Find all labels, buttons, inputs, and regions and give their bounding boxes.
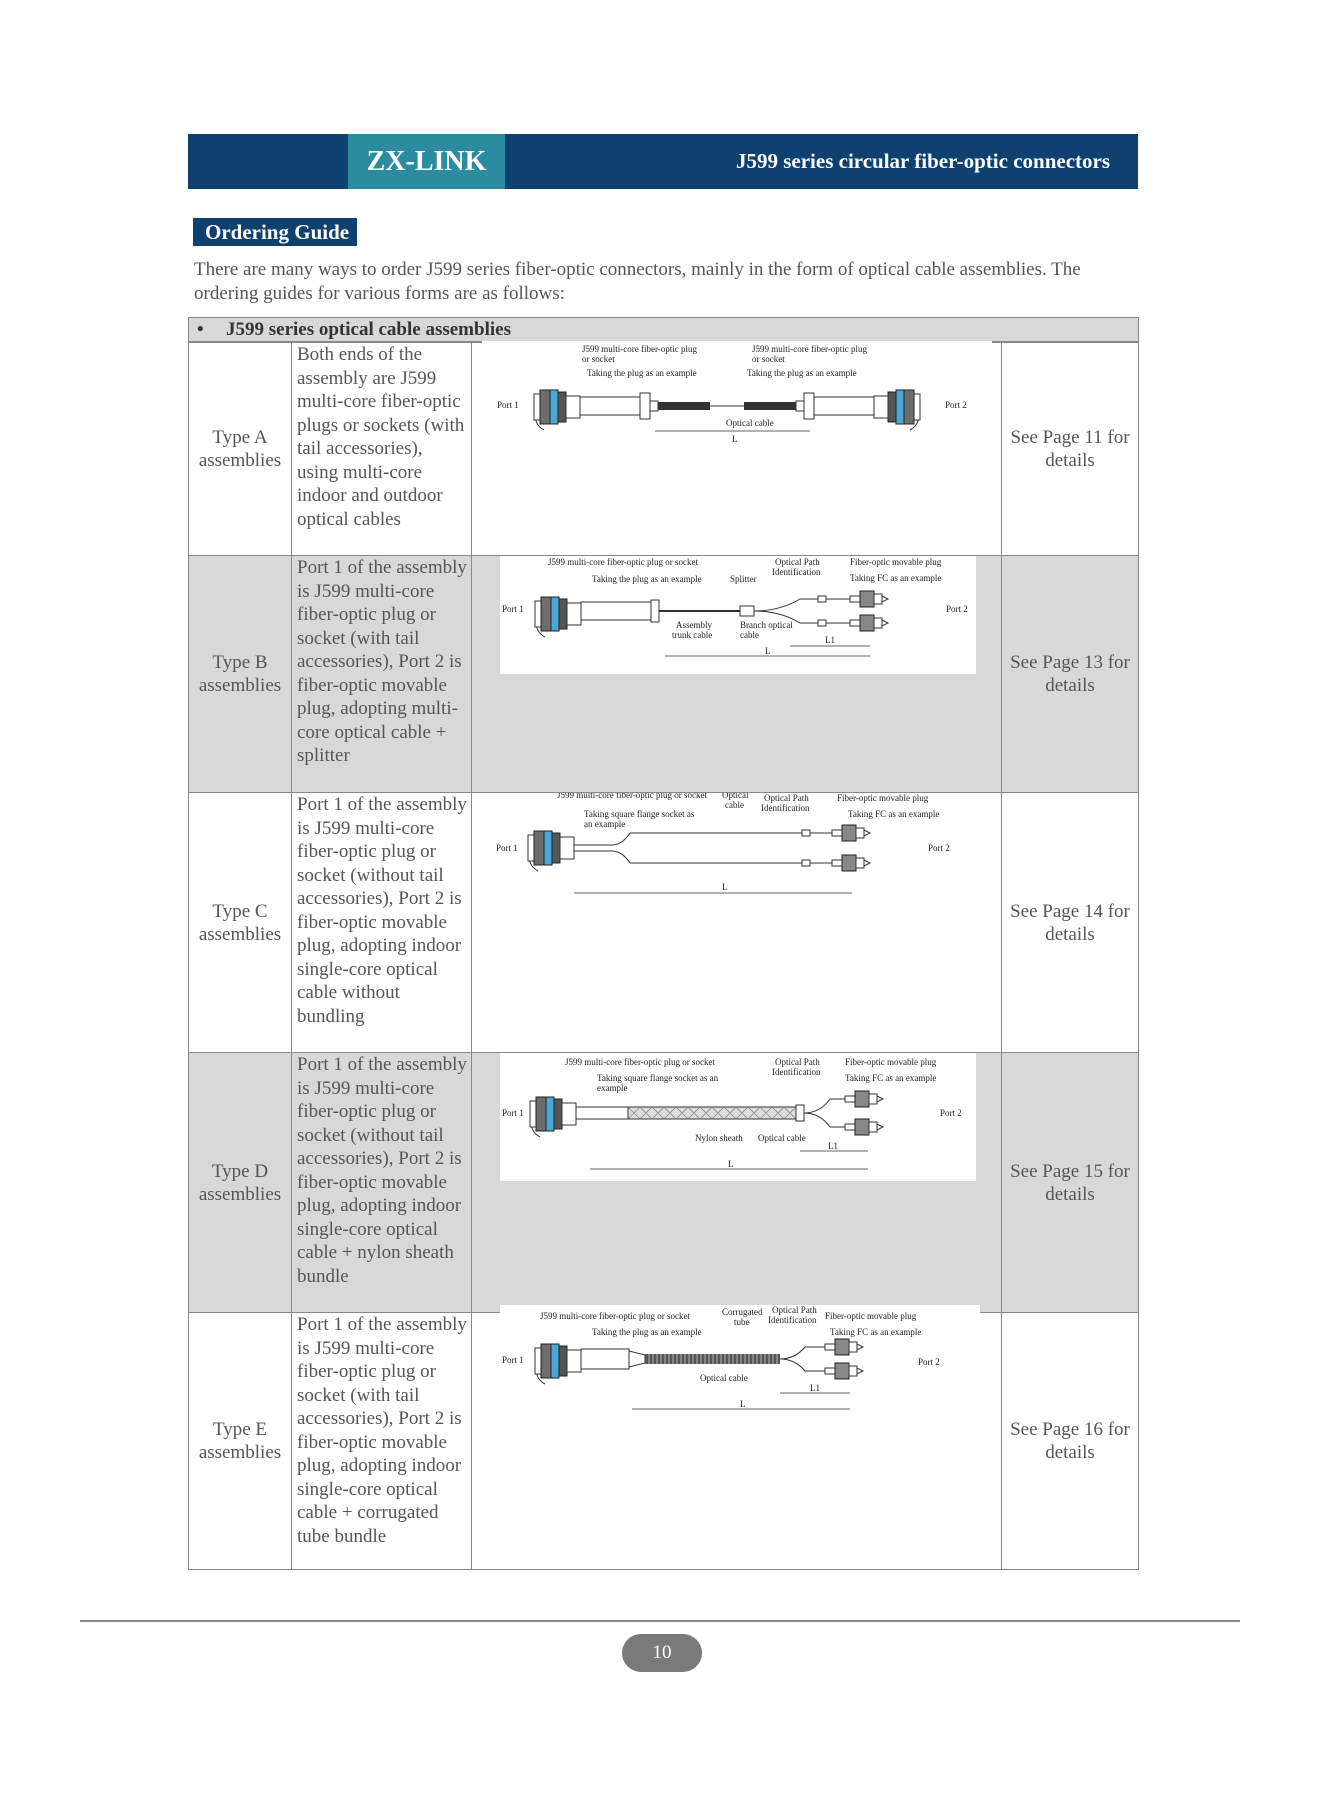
fc-plug-icon xyxy=(832,825,870,841)
brand-logo: ZX-LINK xyxy=(348,134,505,189)
type-b-diagram xyxy=(500,556,976,674)
diagram-label: Taking the plug as an example xyxy=(592,1327,702,1337)
diagram-label: Port 2 xyxy=(918,1357,940,1367)
diagram-label: example xyxy=(597,1083,628,1093)
type-a-description: Both ends of the assembly are J599 multi-core fiber-optic plugs or sockets (with tail accessories), using multi-core indoor and outdoor optical cables xyxy=(292,343,472,555)
diagram-label: Port 1 xyxy=(502,1108,524,1118)
diagram-label: Taking FC as an example xyxy=(848,809,940,819)
diagram-label: Taking the plug as an example xyxy=(592,574,702,584)
type-a-label: Type A assemblies xyxy=(189,343,292,555)
diagram-label: J599 multi-core fiber-optic plug or socket xyxy=(557,793,708,800)
diagram-label: J599 multi-core fiber-optic plug xyxy=(582,344,698,354)
diagram-label: Port 1 xyxy=(502,604,524,614)
diagram-label: L xyxy=(722,882,728,892)
diagram-label: L1 xyxy=(810,1383,820,1393)
diagram-label: L xyxy=(732,434,738,444)
diagram-label: Optical cable xyxy=(758,1133,806,1143)
fc-plug-icon xyxy=(850,615,888,631)
diagram-label: Identification xyxy=(772,1067,821,1077)
type-c-reference: See Page 14 for details xyxy=(1010,900,1130,945)
diagram-label: Port 2 xyxy=(945,400,967,410)
type-c-description: Port 1 of the assembly is J599 multi-core fiber-optic plug or socket (without tail accessories), Port 2 is fiber-optic movable plug, adopting indoor single-core optical cable without bundling xyxy=(292,793,472,1052)
footer-divider xyxy=(80,1620,1240,1622)
diagram-label: Taking FC as an example xyxy=(845,1073,937,1083)
type-c-diagram xyxy=(492,793,982,905)
diagram-label: Fiber-optic movable plug xyxy=(837,793,929,803)
diagram-label: L xyxy=(728,1159,734,1169)
type-b-label: Type B assemblies xyxy=(189,556,292,792)
diagram-label: L1 xyxy=(825,635,835,645)
diagram-label: Identification xyxy=(772,567,821,577)
diagram-label: L1 xyxy=(828,1141,838,1151)
diagram-label: Splitter xyxy=(730,574,757,584)
diagram-label: J599 multi-core fiber-optic plug xyxy=(752,344,868,354)
type-e-description: Port 1 of the assembly is J599 multi-core fiber-optic plug or socket (with tail accessories), Port 2 is fiber-optic movable plug, adopting indoor single-core optical cable + corrugated tube bundle xyxy=(292,1313,472,1569)
document-title: J599 series circular fiber-optic connectors xyxy=(735,149,1110,173)
diagram-label: Optical cable xyxy=(700,1373,748,1383)
type-d-reference: See Page 15 for details xyxy=(1010,1160,1130,1205)
diagram-label: Fiber-optic movable plug xyxy=(825,1311,917,1321)
table-row-type-c xyxy=(189,792,1138,1052)
type-a-reference: See Page 11 for details xyxy=(1010,427,1130,471)
fc-plug-icon xyxy=(850,591,888,607)
type-d-description: Port 1 of the assembly is J599 multi-core fiber-optic plug or socket (without tail accessories), Port 2 is fiber-optic movable plug, adopting indoor single-core optical cable + nylon sheath bundle xyxy=(292,1053,472,1312)
diagram-label: Port 2 xyxy=(928,843,950,853)
diagram-label: Nylon sheath xyxy=(695,1133,743,1143)
diagram-label: Corrugated xyxy=(722,1307,763,1317)
diagram-label: Branch optical xyxy=(740,620,793,630)
fc-plug-icon xyxy=(845,1091,883,1107)
type-a-diagram xyxy=(482,341,992,453)
table-row-type-b xyxy=(189,555,1138,792)
j599-connector-icon xyxy=(535,597,581,637)
type-c-diagram-cell xyxy=(472,793,1002,1052)
bullet-icon: • xyxy=(197,319,204,340)
type-b-description: Port 1 of the assembly is J599 multi-core fiber-optic plug or socket (with tail accessories), Port 2 is fiber-optic movable plug, adopting multi-core optical cable + splitter xyxy=(292,556,472,792)
diagram-label: Taking the plug as an example xyxy=(747,368,857,378)
diagram-label: Optical cable xyxy=(726,418,774,428)
diagram-label: Port 1 xyxy=(502,1355,524,1365)
diagram-label: tube xyxy=(734,1317,750,1327)
diagram-label: Port 2 xyxy=(940,1108,962,1118)
type-d-diagram-cell xyxy=(472,1053,1002,1312)
type-e-reference: See Page 16 for details xyxy=(1010,1419,1130,1463)
diagram-label: Identification xyxy=(761,803,810,813)
j599-connector-icon xyxy=(530,1097,576,1137)
diagram-label: an example xyxy=(584,819,626,829)
diagram-label: Fiber-optic movable plug xyxy=(850,557,942,567)
diagram-label: Taking FC as an example xyxy=(830,1327,922,1337)
j599-connector-icon xyxy=(534,390,580,430)
diagram-label: trunk cable xyxy=(672,630,713,640)
diagram-label: Taking square flange socket as an xyxy=(597,1073,719,1083)
type-b-diagram-cell xyxy=(472,556,1002,792)
type-d-diagram xyxy=(500,1053,976,1181)
table-row-type-d xyxy=(189,1052,1138,1312)
diagram-label: Optical xyxy=(722,793,749,800)
page-number: 10 xyxy=(622,1634,702,1672)
intro-text: There are many ways to order J599 series fiber-optic connectors, mainly in the form of optical cable assemblies. The ordering guides for various forms are as follows: xyxy=(194,259,1081,304)
assemblies-table xyxy=(188,317,1139,1570)
diagram-label: or socket xyxy=(752,354,785,364)
fc-plug-icon xyxy=(825,1339,863,1355)
diagram-label: cable xyxy=(740,630,759,640)
j599-connector-icon xyxy=(528,831,574,871)
j599-connector-icon xyxy=(535,1344,581,1384)
diagram-label: J599 multi-core fiber-optic plug or socket xyxy=(548,557,699,567)
diagram-label: Taking FC as an example xyxy=(850,573,942,583)
diagram-label: Fiber-optic movable plug xyxy=(845,1057,937,1067)
diagram-label: Taking square flange socket as xyxy=(584,809,695,819)
j599-connector-icon xyxy=(874,390,920,430)
fc-plug-icon xyxy=(832,855,870,871)
diagram-label: L xyxy=(740,1399,746,1409)
fc-plug-icon xyxy=(845,1119,883,1135)
table-header xyxy=(189,318,1138,342)
section-heading: Ordering Guide xyxy=(193,218,357,246)
diagram-label: Port 2 xyxy=(946,604,968,614)
diagram-label: Taking the plug as an example xyxy=(587,368,697,378)
diagram-label: cable xyxy=(725,800,744,810)
diagram-label: Port 1 xyxy=(496,843,518,853)
diagram-label: Identification xyxy=(768,1315,817,1325)
type-c-label: Type C assemblies xyxy=(189,793,292,1052)
type-e-diagram-cell xyxy=(472,1305,1002,1569)
type-d-label: Type D assemblies xyxy=(189,1053,292,1312)
diagram-label: J599 multi-core fiber-optic plug or socket xyxy=(540,1311,691,1321)
type-e-label: Type E assemblies xyxy=(189,1313,292,1569)
fc-plug-icon xyxy=(825,1363,863,1379)
type-a-diagram-cell xyxy=(472,343,1002,555)
diagram-label: J599 multi-core fiber-optic plug or socket xyxy=(565,1057,716,1067)
table-title: J599 series optical cable assemblies xyxy=(226,319,511,340)
diagram-label: L xyxy=(765,646,771,656)
diagram-label: Optical Path xyxy=(775,1057,820,1067)
table-row-type-a xyxy=(189,342,1138,555)
type-e-diagram xyxy=(500,1305,980,1425)
diagram-label: Assembly xyxy=(676,620,712,630)
table-row-type-e xyxy=(189,1305,1138,1569)
diagram-label: or socket xyxy=(582,354,615,364)
diagram-label: Optical Path xyxy=(764,793,809,803)
diagram-label: Optical Path xyxy=(772,1305,817,1315)
diagram-label: Optical Path xyxy=(775,557,820,567)
header-bar xyxy=(188,134,1138,189)
diagram-label: Port 1 xyxy=(497,400,519,410)
type-b-reference: See Page 13 for details xyxy=(1010,652,1130,696)
